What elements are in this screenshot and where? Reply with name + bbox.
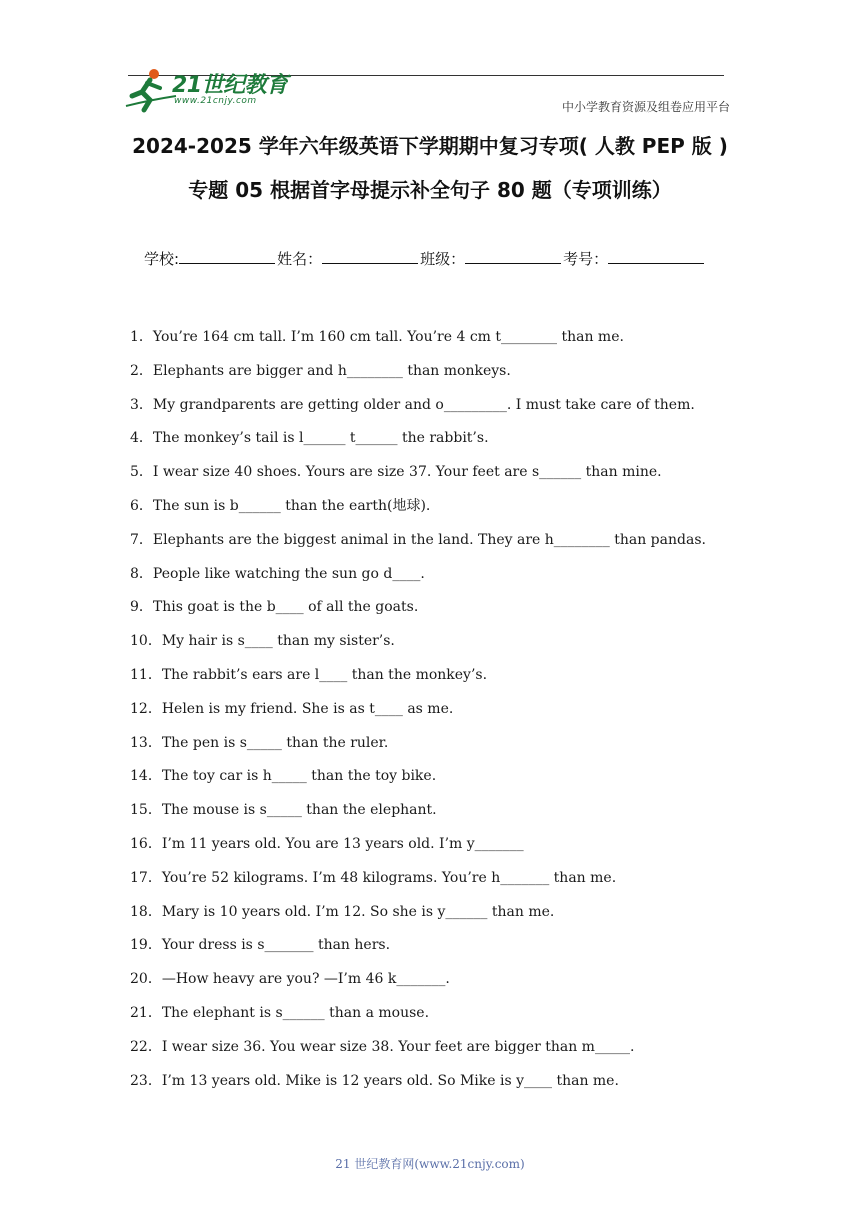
logo-text: 21世纪教育 (172, 73, 288, 98)
question-item (130, 801, 770, 835)
question-number: 14． (130, 768, 162, 785)
question-item (130, 1038, 770, 1072)
question-text: My grandparents are getting older and o_________. I must take care of them. (152, 396, 695, 413)
name-label: 姓名： (277, 250, 323, 268)
logo-url: www.21cnjy.com (174, 96, 257, 106)
school-field[interactable] (144, 248, 277, 269)
question-item (130, 362, 770, 396)
question-item (130, 497, 770, 531)
question-number: 4． (130, 430, 153, 447)
question-text: People like watching the sun go d____. (152, 565, 425, 582)
question-item (130, 632, 770, 666)
school-label: 学校: (144, 250, 180, 268)
site-logo[interactable] (120, 66, 295, 116)
question-number: 19． (130, 937, 162, 954)
question-text: Elephants are the biggest animal in the land. They are h________ than pandas. (152, 531, 706, 548)
question-item (130, 903, 770, 937)
question-number: 1． (130, 329, 153, 345)
question-item (130, 936, 770, 970)
name-blank[interactable] (322, 249, 418, 264)
question-item (130, 767, 770, 801)
question-item (130, 869, 770, 903)
question-text: Your dress is s_______ than hers. (161, 937, 391, 954)
question-number: 8． (130, 565, 153, 582)
document-subtitle: 专题 05 根据首字母提示补全句子 80 题（专项训练） (188, 178, 672, 202)
question-text: I’m 13 years old. Mike is 12 years old. So Mike is y____ than me. (161, 1072, 619, 1089)
question-text: —How heavy are you? —I’m 46 k_______. (161, 971, 450, 988)
question-item (130, 1004, 770, 1038)
school-blank[interactable] (179, 249, 275, 264)
question-text: I’m 11 years old. You are 13 years old. I’m y_______ (161, 835, 524, 852)
question-text: The monkey’s tail is l______ t______ the rabbit’s. (152, 430, 489, 447)
student-info-line (144, 248, 706, 269)
exam-number-field[interactable] (563, 248, 706, 269)
question-number: 16． (130, 835, 162, 852)
question-item (130, 970, 770, 1004)
question-item (130, 734, 770, 768)
question-item (130, 835, 770, 869)
question-item (130, 396, 770, 430)
question-text: You’re 164 cm tall. I’m 160 cm tall. You’re 4 cm t________ than me. (152, 329, 624, 345)
question-item (130, 328, 770, 362)
name-field[interactable] (277, 248, 420, 269)
question-list (130, 328, 770, 1105)
question-number: 11． (130, 666, 162, 683)
question-number: 6． (130, 497, 153, 514)
question-text: My hair is s____ than my sister’s. (161, 633, 395, 650)
question-number: 2． (130, 362, 153, 379)
question-text: Helen is my friend. She is as t____ as me. (161, 700, 454, 717)
question-item (130, 700, 770, 734)
question-text: You’re 52 kilograms. I’m 48 kilograms. You’re h_______ than me. (161, 869, 617, 886)
document-title: 2024-2025 学年六年级英语下学期期中复习专项( 人教 PEP 版 ) (132, 134, 728, 158)
class-label: 班级： (420, 250, 466, 268)
question-number: 13． (130, 734, 162, 751)
class-blank[interactable] (465, 249, 561, 264)
question-text: This goat is the b____ of all the goats. (152, 599, 419, 616)
question-item (130, 666, 770, 700)
question-number: 23． (130, 1072, 162, 1089)
question-text: The sun is b______ than the earth(地球). (152, 497, 431, 514)
question-number: 10． (130, 633, 162, 650)
question-text: I wear size 36. You wear size 38. Your feet are bigger than m_____. (161, 1038, 635, 1055)
question-text: The rabbit’s ears are l____ than the monkey’s. (161, 666, 488, 683)
question-number: 9． (130, 599, 153, 616)
question-text: The pen is s_____ than the ruler. (161, 734, 389, 751)
question-number: 7． (130, 531, 153, 548)
question-number: 3． (130, 396, 153, 413)
question-number: 18． (130, 903, 162, 920)
question-item (130, 598, 770, 632)
question-item (130, 565, 770, 599)
footer-link[interactable]: 21 世纪教育网(www.21cnjy.com) (335, 1157, 525, 1171)
runner-icon (120, 66, 180, 116)
question-text: The elephant is s______ than a mouse. (161, 1004, 430, 1021)
question-number: 21． (130, 1004, 162, 1021)
question-text: I wear size 40 shoes. Yours are size 37. Your feet are s______ than mine. (152, 464, 662, 481)
question-number: 12． (130, 700, 162, 717)
header-tagline: 中小学教育资源及组卷应用平台 (561, 100, 730, 114)
question-item (130, 429, 770, 463)
question-text: The toy car is h_____ than the toy bike. (161, 768, 437, 785)
question-text: Elephants are bigger and h________ than monkeys. (152, 362, 511, 379)
question-text: Mary is 10 years old. I’m 12. So she is y______ than me. (161, 903, 555, 920)
question-number: 17． (130, 869, 162, 886)
question-number: 22． (130, 1038, 162, 1055)
question-text: The mouse is s_____ than the elephant. (161, 802, 437, 819)
question-item (130, 531, 770, 565)
question-item (130, 463, 770, 497)
question-number: 5． (130, 464, 153, 481)
question-item (130, 1072, 770, 1106)
class-field[interactable] (420, 248, 563, 269)
exam-number-label: 考号： (563, 250, 609, 268)
question-number: 15． (130, 802, 162, 819)
question-number: 20． (130, 971, 162, 988)
exam-number-blank[interactable] (608, 249, 704, 264)
